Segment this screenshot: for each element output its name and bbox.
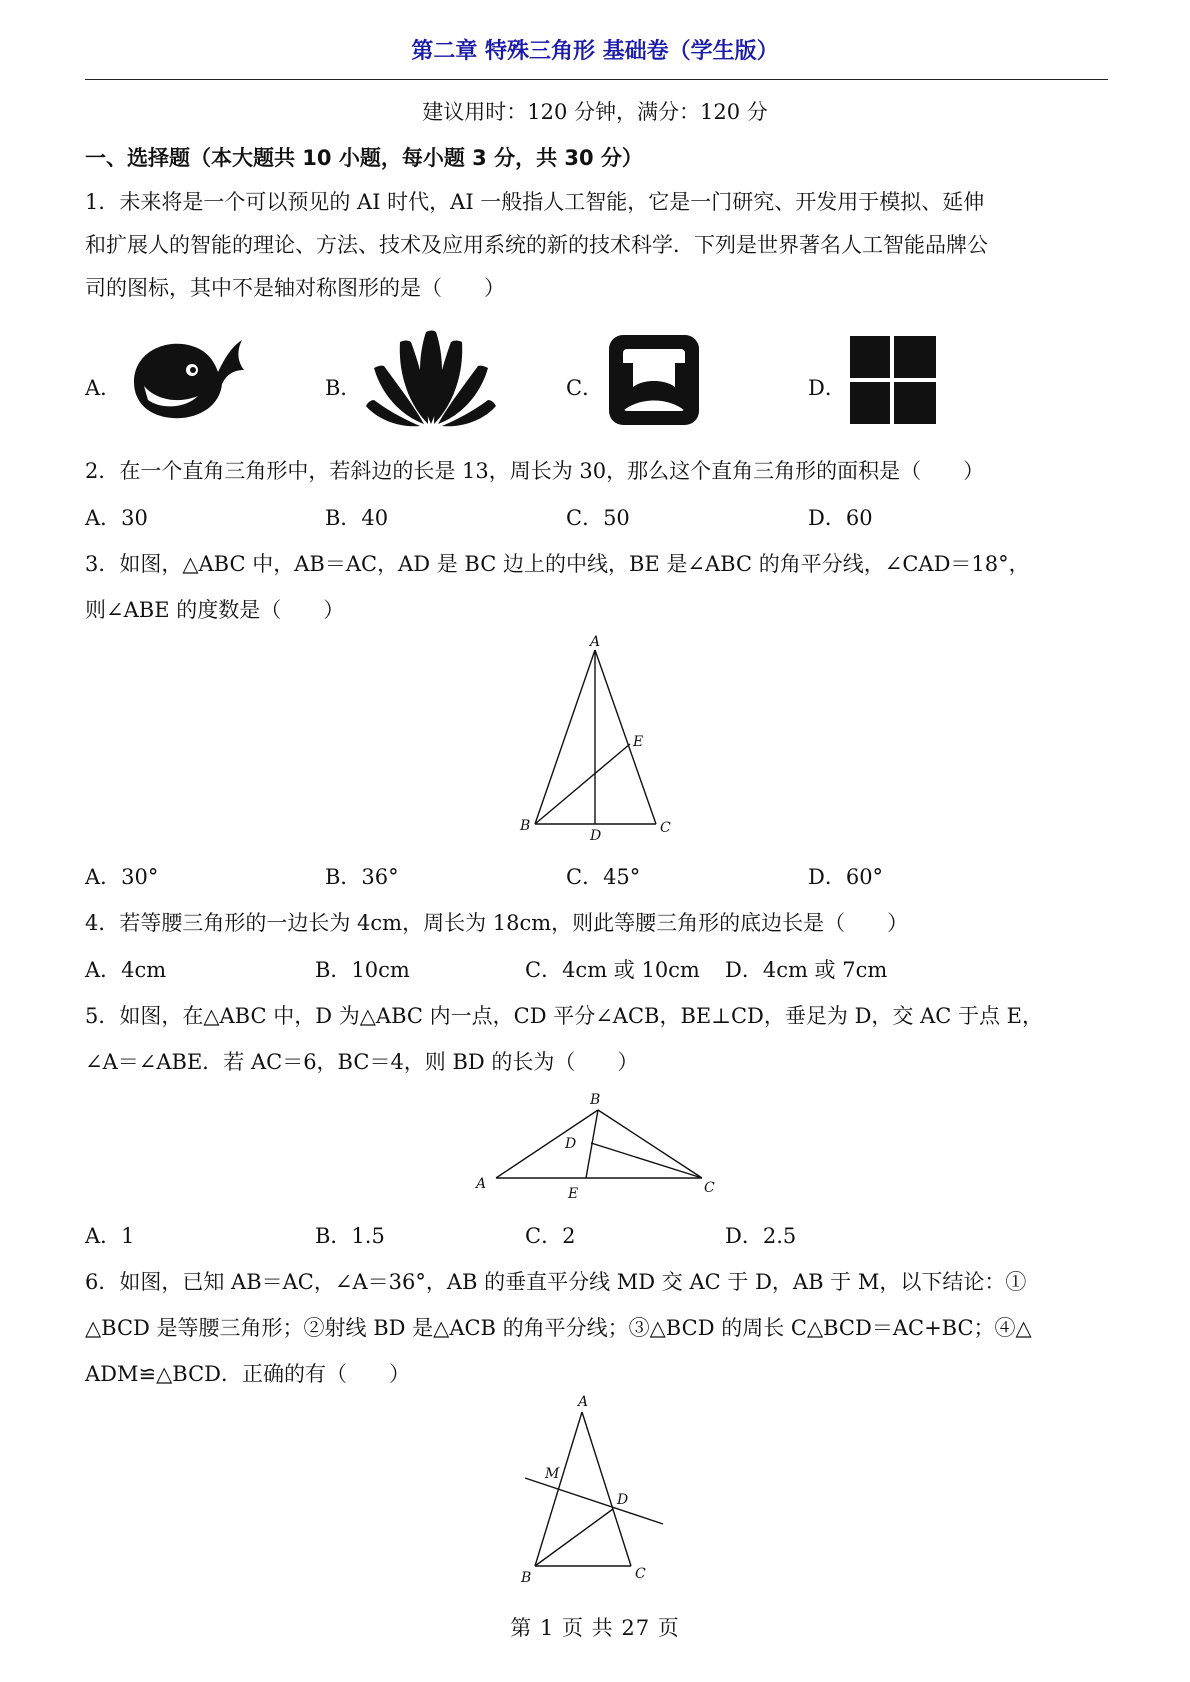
q6-line-3: ADM≌△BCD．正确的有（ ） [85, 1362, 410, 1386]
page-footer: 第 1 页 共 27 页 [510, 1616, 680, 1640]
q6-label-d: D [617, 1492, 629, 1508]
q3-option-c[interactable]: C．45° [566, 865, 641, 889]
petal-logo-icon [364, 328, 498, 428]
q5-option-b[interactable]: B．1.5 [315, 1224, 385, 1248]
q4-option-c[interactable]: C．4cm 或 10cm [525, 958, 700, 982]
q2-option-a[interactable]: A．30 [85, 506, 148, 530]
q3-line-2: 则∠ABE 的度数是（ ） [85, 598, 345, 622]
q3-label-c: C [660, 820, 671, 836]
q1-line-1: 1．未来将是一个可以预见的 AI 时代，AI 一般指人工智能，它是一门研究、开发用于模拟、延伸 [85, 190, 985, 214]
q5-option-c[interactable]: C．2 [525, 1224, 576, 1248]
frame-logo-icon [607, 333, 701, 427]
q3-line-1: 3．如图，△ABC 中，AB＝AC，AD 是 BC 边上的中线，BE 是∠ABC 的角平分线，∠CAD＝18°， [85, 552, 1030, 576]
q5-line-1: 5．如图，在△ABC 中，D 为△ABC 内一点，CD 平分∠ACB，BE⊥CD，垂足为 D，交 AC 于点 E， [85, 1004, 1043, 1028]
q3-triangle-figure [515, 632, 685, 844]
q2-option-b[interactable]: B．40 [325, 506, 389, 530]
q5-line-2: ∠A＝∠ABE．若 AC＝6，BC＝4，则 BD 的长为（ ） [85, 1050, 639, 1074]
q6-label-c: C [635, 1566, 646, 1582]
q5-label-c: C [704, 1180, 715, 1196]
q3-option-b[interactable]: B．36° [325, 865, 399, 889]
time-and-score: 建议用时：120 分钟，满分：120 分 [422, 100, 768, 124]
q6-triangle-figure [515, 1392, 675, 1584]
section-heading: 一、选择题（本大题共 10 小题，每小题 3 分，共 30 分） [85, 146, 643, 170]
whale-logo-icon [126, 330, 246, 422]
page-title: 第二章 特殊三角形 基础卷（学生版） [411, 39, 779, 64]
q6-label-b: B [521, 1570, 532, 1584]
q3-label-e: E [633, 734, 644, 750]
q4-option-b[interactable]: B．10cm [315, 958, 410, 982]
q6-label-a: A [578, 1394, 589, 1410]
q6-line-1: 6．如图，已知 AB＝AC，∠A＝36°，AB 的垂直平分线 MD 交 AC 于 D，AB 于 M，以下结论：① [85, 1270, 1027, 1294]
q4-line-1: 4．若等腰三角形的一边长为 4cm，周长为 18cm，则此等腰三角形的底边长是（ ） [85, 911, 909, 935]
q3-label-a: A [590, 634, 601, 650]
q1-option-b[interactable]: B． [325, 376, 362, 400]
q4-option-d[interactable]: D．4cm 或 7cm [725, 958, 888, 982]
header-rule [85, 79, 1108, 80]
q3-label-d: D [590, 828, 602, 844]
q5-label-d: D [565, 1136, 577, 1152]
q3-option-a[interactable]: A．30° [85, 865, 159, 889]
q1-option-d[interactable]: D． [808, 376, 846, 400]
q2-option-c[interactable]: C．50 [566, 506, 630, 530]
q6-label-m: M [545, 1466, 560, 1482]
q2-option-d[interactable]: D．60 [808, 506, 873, 530]
q5-label-a: A [476, 1176, 487, 1192]
q3-label-b: B [520, 818, 531, 834]
q5-label-b: B [590, 1092, 601, 1108]
q2-line-1: 2．在一个直角三角形中，若斜边的长是 13，周长为 30，那么这个直角三角形的面积是（ ） [85, 459, 985, 483]
q1-option-a[interactable]: A． [85, 376, 122, 400]
q5-label-e: E [568, 1186, 579, 1202]
q1-line-2: 和扩展人的智能的理论、方法、技术及应用系统的新的技术科学．下列是世界著名人工智能品牌公 [85, 233, 988, 257]
four-squares-logo-icon [850, 336, 936, 424]
q4-option-a[interactable]: A．4cm [85, 958, 167, 982]
q5-option-a[interactable]: A．1 [85, 1224, 135, 1248]
q1-option-c[interactable]: C． [566, 376, 604, 400]
q5-option-d[interactable]: D．2.5 [725, 1224, 797, 1248]
q3-option-d[interactable]: D．60° [808, 865, 884, 889]
q6-line-2: △BCD 是等腰三角形；②射线 BD 是△ACB 的角平分线；③△BCD 的周长 C△BCD＝AC+BC；④△ [85, 1316, 1032, 1340]
q1-line-3: 司的图标，其中不是轴对称图形的是（ ） [85, 276, 505, 300]
q5-triangle-figure [470, 1088, 722, 1204]
